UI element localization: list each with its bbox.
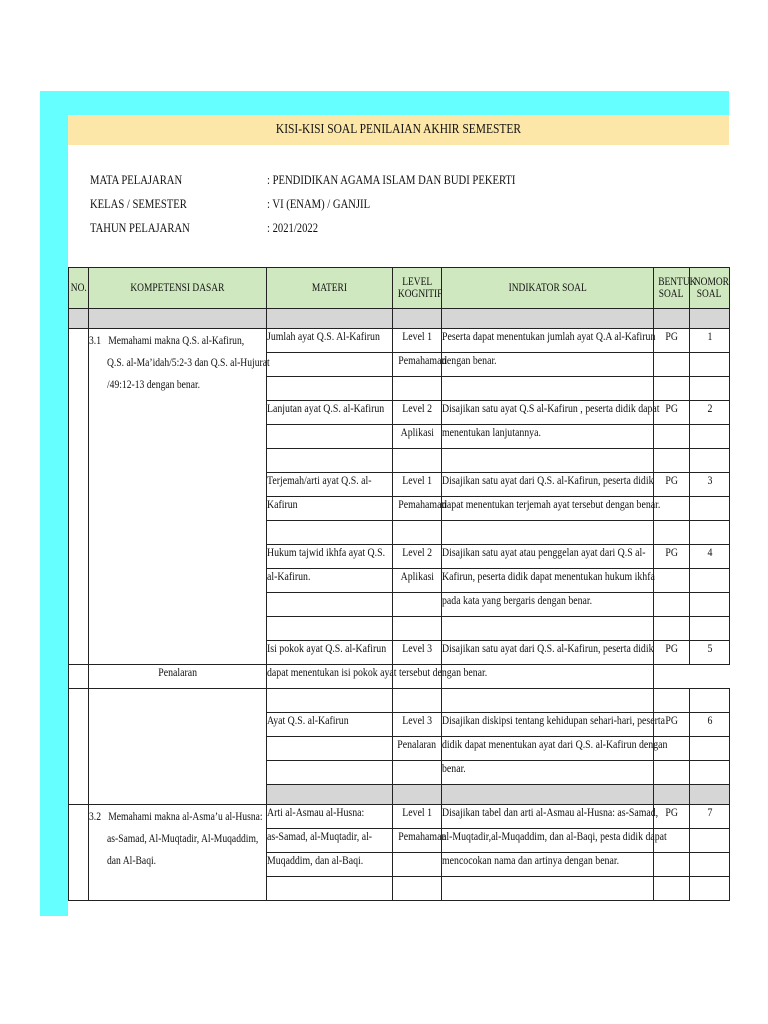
level-type-cell: Pemahaman xyxy=(393,829,442,853)
bentuk-cell: PG xyxy=(654,641,690,665)
header-materi: MATERI xyxy=(267,268,393,309)
materi-cell: Isi pokok ayat Q.S. al-Kafirun xyxy=(267,641,393,665)
nomor-cell: 2 xyxy=(690,401,730,425)
nomor-cell: 7 xyxy=(690,805,730,829)
kd-text-line: dan Al-Baqi. xyxy=(107,853,157,867)
indikator-cell: Disajikan diskipsi tentang kehidupan sehari-hari, peserta xyxy=(442,713,654,737)
meta-label-class: KELAS / SEMESTER xyxy=(90,197,187,211)
table-row xyxy=(69,665,730,689)
level-type-cell: Aplikasi xyxy=(393,425,442,449)
indikator-cell: dapat menentukan isi pokok ayat tersebut dengan benar. xyxy=(267,665,393,689)
level-cell: Level 2 xyxy=(393,401,442,425)
nomor-cell: 4 xyxy=(690,545,730,569)
meta-label-subject: MATA PELAJARAN xyxy=(90,173,183,187)
materi-cell: al-Kafirun. xyxy=(267,569,393,593)
level-cell: Level 1 xyxy=(393,805,442,829)
indikator-cell: benar. xyxy=(442,761,654,785)
meta-value-class: : VI (ENAM) / GANJIL xyxy=(267,197,371,211)
row-number-cell xyxy=(69,329,89,665)
table-header-row xyxy=(69,268,730,309)
kd-text-line: Q.S. al-Ma’idah/5:2-3 dan Q.S. al-Hujurat xyxy=(107,355,270,369)
level-cell: Level 2 xyxy=(393,545,442,569)
materi-cell: Jumlah ayat Q.S. Al-Kafirun xyxy=(267,329,393,353)
bentuk-cell: PG xyxy=(654,545,690,569)
nomor-cell: 5 xyxy=(690,641,730,665)
header-nomor-soal: NOMOR SOAL xyxy=(690,268,730,309)
materi-cell: Hukum tajwid ikhfa ayat Q.S. xyxy=(267,545,393,569)
document-title: KISI-KISI SOAL PENILAIAN AKHIR SEMESTER xyxy=(275,122,522,137)
level-type-cell: Aplikasi xyxy=(393,569,442,593)
materi-cell: Lanjutan ayat Q.S. al-Kafirun xyxy=(267,401,393,425)
separator-row xyxy=(69,309,730,329)
kd-number: 3.1 xyxy=(89,333,101,347)
table-row xyxy=(69,329,730,353)
kompetensi-dasar-cell xyxy=(89,689,267,805)
cyan-top-bar xyxy=(40,91,729,115)
materi-cell: as-Samad, al-Muqtadir, al- xyxy=(267,829,393,853)
indikator-cell: Disajikan tabel dan arti al-Asmau al-Husna: as-Samad, xyxy=(442,805,654,829)
kd-number: 3.2 xyxy=(89,809,101,823)
kd-text-line: Memahami makna Q.S. al-Kafirun, xyxy=(108,333,245,347)
kd-text-line: as-Samad, Al-Muqtadir, Al-Muqaddim, xyxy=(107,831,259,845)
kompetensi-dasar-cell xyxy=(89,805,267,901)
level-type-cell: Penalaran xyxy=(89,665,267,689)
meta-label-year: TAHUN PELAJARAN xyxy=(90,221,190,235)
nomor-cell: 6 xyxy=(690,713,730,737)
indikator-cell: pada kata yang bergaris dengan benar. xyxy=(442,593,654,617)
kd-text-line: /49:12-13 dengan benar. xyxy=(107,377,201,391)
kd-text-line: Memahami makna al-Asma’u al-Husna: xyxy=(108,809,263,823)
level-type-cell: Pemahaman xyxy=(393,497,442,521)
level-type-cell: Pemahaman xyxy=(393,353,442,377)
level-cell: Level 1 xyxy=(393,329,442,353)
row-number-cell xyxy=(69,805,89,901)
bentuk-cell: PG xyxy=(654,401,690,425)
header-no: NO. xyxy=(69,268,89,309)
indikator-cell: Disajikan satu ayat atau penggelan ayat dari Q.S al- xyxy=(442,545,654,569)
indikator-cell: Disajikan satu ayat dari Q.S. al-Kafirun, peserta didik xyxy=(442,641,654,665)
header-kompetensi-dasar: KOMPETENSI DASAR xyxy=(89,268,267,309)
level-cell: Level 3 xyxy=(393,641,442,665)
kisi-kisi-table xyxy=(68,267,730,901)
bentuk-cell: PG xyxy=(654,329,690,353)
cyan-left-bar xyxy=(40,91,68,916)
bentuk-cell: PG xyxy=(654,805,690,829)
meta-value-subject: : PENDIDIKAN AGAMA ISLAM DAN BUDI PEKERTI xyxy=(267,173,516,187)
table-row xyxy=(69,805,730,829)
materi-cell: Kafirun xyxy=(267,497,393,521)
kompetensi-dasar-cell xyxy=(89,329,270,665)
header-level-kognitif: LEVEL KOGNITIF xyxy=(393,268,442,309)
indikator-cell: dengan benar. xyxy=(442,353,654,377)
indikator-cell: mencocokan nama dan artinya dengan benar. xyxy=(442,853,654,877)
materi-cell: Ayat Q.S. al-Kafirun xyxy=(267,713,393,737)
level-cell: Level 3 xyxy=(393,713,442,737)
level-type-cell: Penalaran xyxy=(393,737,442,761)
indikator-cell: Disajikan satu ayat dari Q.S. al-Kafirun, peserta didik xyxy=(442,473,654,497)
bentuk-cell: PG xyxy=(654,713,690,737)
materi-cell: Muqaddim, dan al-Baqi. xyxy=(267,853,393,877)
indikator-cell: Kafirun, peserta didik dapat menentukan hukum ikhfa xyxy=(442,569,654,593)
meta-value-year: : 2021/2022 xyxy=(267,221,319,235)
nomor-cell: 1 xyxy=(690,329,730,353)
bentuk-cell: PG xyxy=(654,473,690,497)
document-title-band xyxy=(68,115,729,145)
row-number-cell xyxy=(69,689,89,805)
level-cell: Level 1 xyxy=(393,473,442,497)
indikator-cell: al-Muqtadir,al-Muqaddim, dan al-Baqi, pesta didik dapat xyxy=(442,829,654,853)
header-bentuk-soal: BENTUK SOAL xyxy=(654,268,690,309)
materi-cell: Terjemah/arti ayat Q.S. al- xyxy=(267,473,393,497)
indikator-cell: Peserta dapat menentukan jumlah ayat Q.A al-Kafirun xyxy=(442,329,654,353)
indikator-cell: menentukan lanjutannya. xyxy=(442,425,654,449)
materi-cell: Arti al-Asmau al-Husna: xyxy=(267,805,393,829)
indikator-cell: Disajikan satu ayat Q.S al-Kafirun , peserta didik dapat xyxy=(442,401,654,425)
header-indikator-soal: INDIKATOR SOAL xyxy=(442,268,654,309)
table-row xyxy=(69,689,730,713)
indikator-cell: dapat menentukan terjemah ayat tersebut dengan benar. xyxy=(442,497,654,521)
indikator-cell: didik dapat menentukan ayat dari Q.S. al-Kafirun dengan xyxy=(442,737,654,761)
nomor-cell: 3 xyxy=(690,473,730,497)
